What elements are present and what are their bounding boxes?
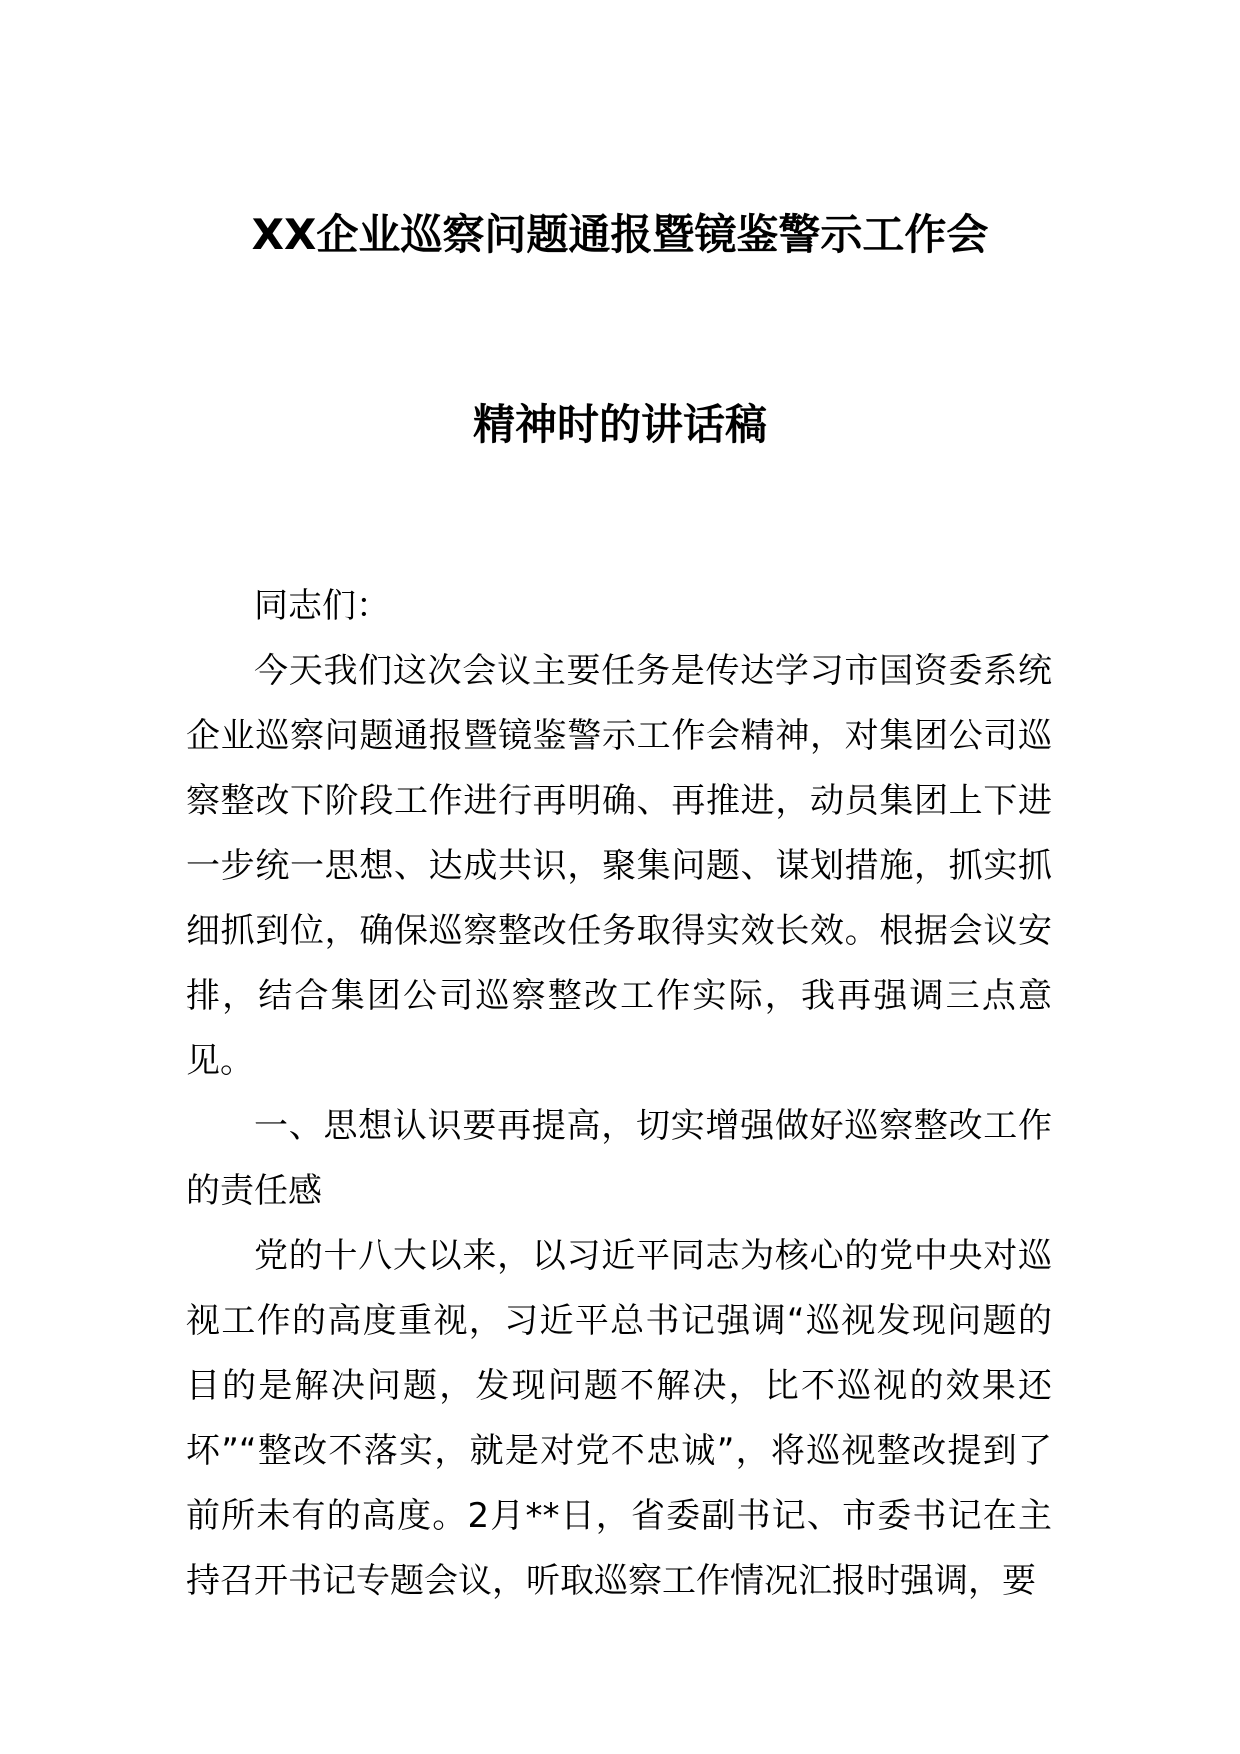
body-paragraph-1: 今天我们这次会议主要任务是传达学习市国资委系统企业巡察问题通报暨镜鉴警示工作会精神，对集团公司巡察整改下阶段工作进行再明确、再推进，动员集团上下进一步统一思想、达成共识，聚集问题、谋划措施，抓实抓细抓到位，确保巡察整改任务取得实效长效。根据会议安排，结合集团公司巡察整改工作实际，我再强调三点意见。 <box>186 651 1052 1081</box>
document-title-line-1: XX企业巡察问题通报暨镜鉴警示工作会 <box>251 210 989 259</box>
document-title-line-2: 精神时的讲话稿 <box>472 400 767 449</box>
salutation: 同志们： <box>254 586 390 626</box>
section-heading-1: 一、思想认识要再提高，切实增强做好巡察整改工作的责任感 <box>186 1106 1052 1211</box>
body-paragraph-2: 党的十八大以来，以习近平同志为核心的党中央对巡视工作的高度重视，习近平总书记强调“巡视发现问题的目的是解决问题，发现问题不解决，比不巡视的效果还坏”“整改不落实，就是对党不忠诚”，将巡视整改提到了前所未有的高度。2月**日，省委副书记、市委书记在主持召开书记专题会议，听取巡察工作情况汇报时强调，要 <box>186 1236 1052 1601</box>
document-body <box>186 574 1052 1614</box>
